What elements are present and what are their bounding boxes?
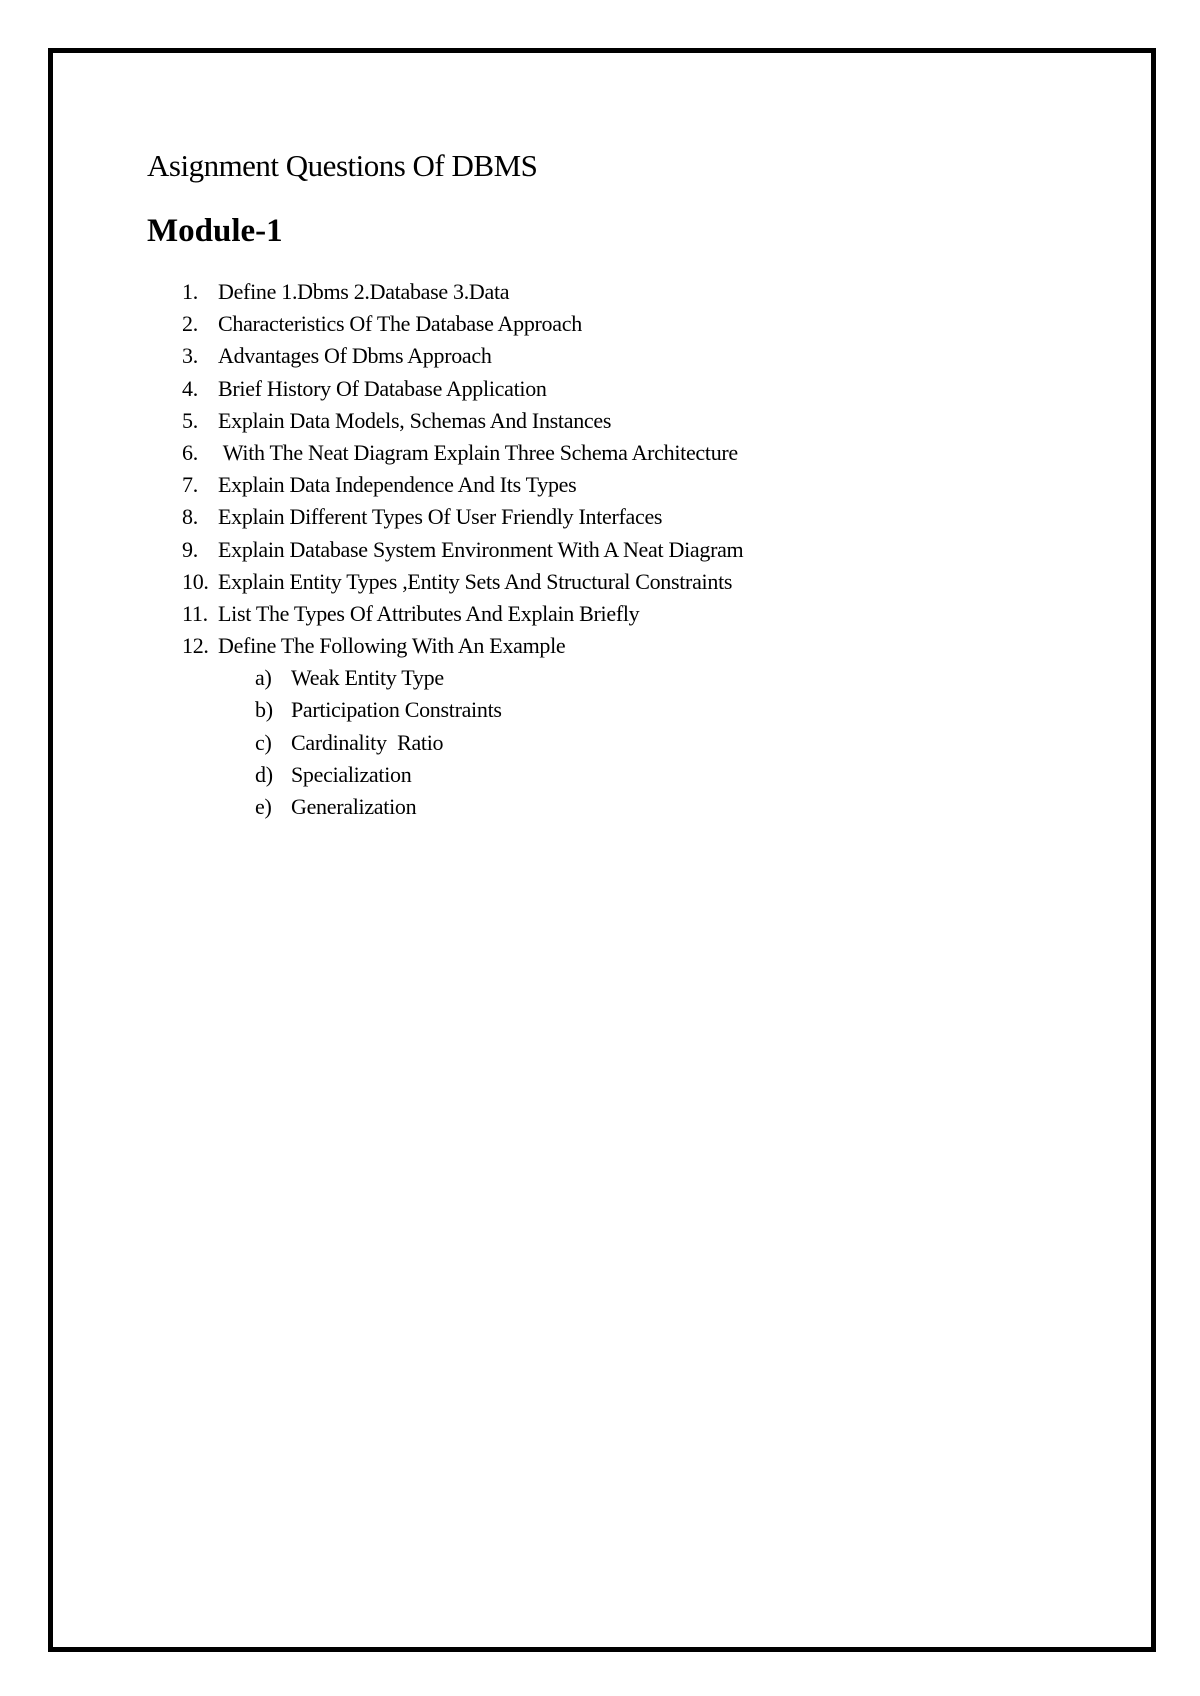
question-number: 9. [182, 536, 198, 562]
sub-question-letter: b) [255, 697, 273, 723]
sub-question-text: Cardinality Ratio [291, 729, 444, 755]
sub-question-text: Specialization [291, 761, 412, 787]
sub-question-letter: e) [255, 794, 272, 819]
question-number: 4. [182, 375, 198, 401]
question-number: 1. [182, 279, 198, 304]
question-text: With The Neat Diagram Explain Three Schema Architecture [218, 439, 738, 465]
question-text: Characteristics Of The Database Approach [218, 311, 582, 337]
sub-question-text: Weak Entity Type [291, 665, 444, 691]
question-text: Define The Following With An Example [218, 633, 566, 659]
question-number: 8. [182, 504, 198, 530]
question-number: 5. [182, 407, 198, 433]
question-text: Explain Different Types Of User Friendly Interfaces [218, 504, 663, 530]
sub-question-text: Participation Constraints [291, 697, 502, 723]
question-number: 11. [182, 600, 208, 626]
question-number: 3. [182, 343, 198, 369]
page-border [48, 48, 1156, 1652]
document-title: Asignment Questions Of DBMS [147, 148, 538, 183]
question-number: 6. [182, 439, 198, 465]
question-text: Define 1.Dbms 2.Database 3.Data [218, 279, 510, 304]
sub-question-text: Generalization [291, 794, 417, 819]
question-number: 12. [182, 633, 209, 659]
module-heading: Module-1 [147, 213, 283, 249]
sub-question-letter: d) [255, 761, 273, 787]
question-text: Explain Database System Environment With A Neat Diagram [218, 536, 744, 562]
question-text: Explain Data Models, Schemas And Instances [218, 407, 612, 433]
question-number: 7. [182, 472, 198, 498]
question-text: Explain Entity Types ,Entity Sets And Structural Constraints [218, 568, 733, 594]
question-number: 2. [182, 311, 198, 337]
question-text: Brief History Of Database Application [218, 375, 547, 401]
sub-question-letter: c) [255, 729, 272, 755]
question-number: 10. [182, 568, 209, 594]
sub-question-letter: a) [255, 665, 272, 691]
question-text: Explain Data Independence And Its Types [218, 472, 577, 498]
question-text: Advantages Of Dbms Approach [218, 343, 492, 369]
question-text: List The Types Of Attributes And Explain Briefly [218, 600, 640, 626]
